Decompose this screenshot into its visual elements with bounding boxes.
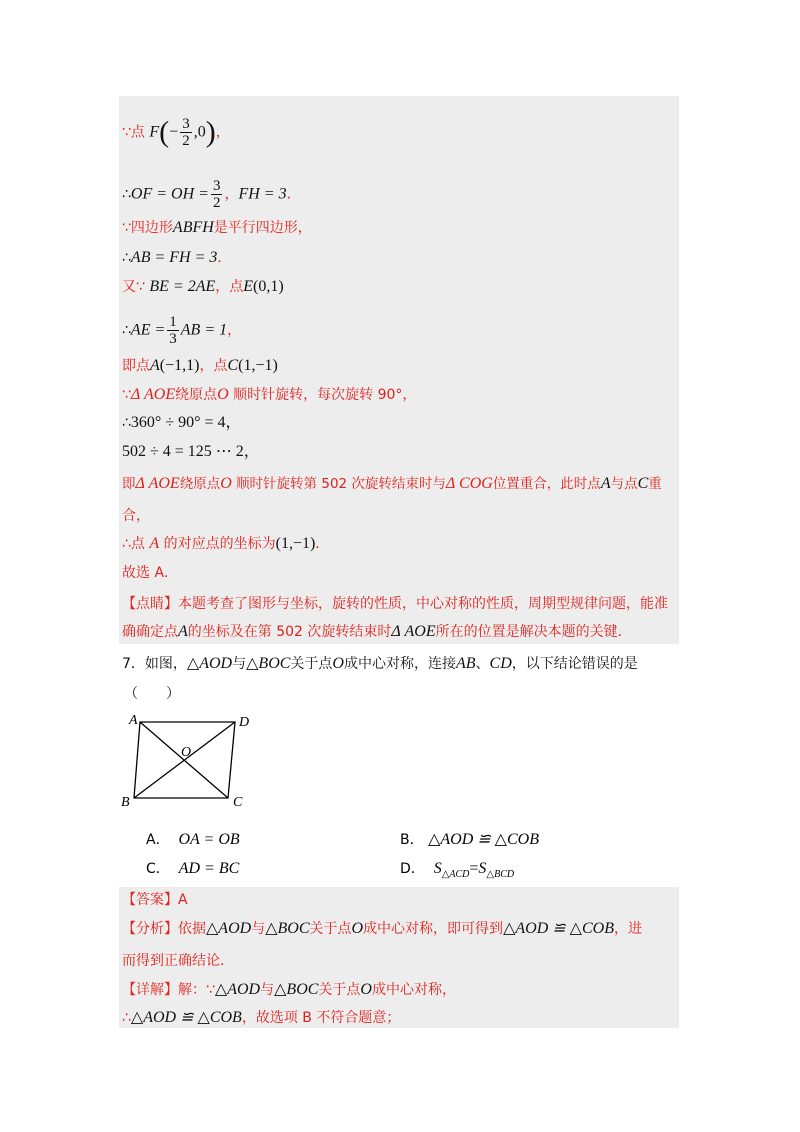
answer-line: 【答案】A: [122, 892, 188, 908]
detail-line-2: ∴△AOD ≌ △COB，故选项 B 不符合题意；: [122, 1009, 401, 1026]
fraction: $\frac{1}{3}$: [169, 314, 177, 347]
label-c: C: [233, 795, 243, 810]
solution-line-5: 又∵ BE = 2AE，点E(0,1): [122, 278, 284, 295]
option-b[interactable]: B． △AOD ≌ △COB: [400, 831, 539, 848]
answer-tag: 【答案】: [122, 892, 178, 908]
solution-line-4: ∴AB = FH = 3．: [122, 249, 232, 266]
option-d[interactable]: D． $S_{\triangle ACD}=S_{\triangle BCD}$: [400, 860, 515, 880]
solution-line-10: 502 ÷ 4 = 125 ⋯ 2，: [122, 443, 260, 460]
question-7: 7．如图，△AOD与△BOC关于点O成中心对称，连接AB、CD，以下结论错误的是: [122, 655, 638, 672]
detail-line-1: 【详解】解：∵△AOD与△BOC关于点O成中心对称，: [122, 981, 456, 998]
analysis-line-2: 而得到正确结论．: [122, 953, 234, 969]
solution-line-13: ∴点 A 的对应点的坐标为(1,−1)．: [122, 535, 330, 552]
label-o: O: [181, 745, 192, 760]
fraction: $\frac{3}{2}$: [212, 178, 221, 211]
solution-line-14: 故选 A．: [122, 565, 179, 581]
solution-line-6: ∴AE = $\frac{1}{3}$ AB = 1，: [122, 314, 242, 347]
diagonal-bd: [134, 722, 235, 798]
comment-line-2: 确确定点A的坐标及在第 502 次旋转结束时Δ AOE所在的位置是解决本题的关键．: [122, 623, 632, 640]
option-a[interactable]: A． OA = OB: [146, 831, 240, 848]
option-c[interactable]: C． AD = BC: [146, 860, 240, 877]
solution-line-9: ∴360° ÷ 90° = 4，: [122, 414, 242, 431]
solution-line-11: 即Δ AOE绕原点O 顺时针旋转第 502 次旋转结束时与Δ COG位置重合，此时点A与点C重: [122, 475, 662, 492]
analysis-line-1: 【分析】依据△AOD与△BOC关于点O成中心对称，即可得到△AOD ≌ △COB，进: [122, 920, 642, 937]
question-paren: （ ）: [124, 686, 180, 702]
comment-tag: 【点睛】: [122, 596, 178, 612]
solution-line-12: 合，: [122, 508, 150, 524]
comment-line-1: 【点睛】本题考查了图形与坐标，旋转的性质，中心对称的性质，周期型规律问题，能准: [122, 596, 668, 612]
solution-line-2: ∴OF = OH = $\frac{3}{2}$ ，FH = 3．: [122, 178, 301, 211]
question-number: 7．: [122, 656, 145, 672]
detail-tag: 【详解】: [122, 982, 178, 998]
fraction: $\frac{3}{2}$: [182, 116, 190, 149]
parallelogram-figure: [115, 710, 265, 815]
analysis-tag: 【分析】: [122, 921, 178, 937]
solution-line-7: 即点A(−1,1)，点C(1,−1): [122, 357, 278, 374]
solution-line-1: ∵点 F(− $\frac{3}{2}$ ,0)，: [122, 115, 230, 149]
label-d: D: [239, 715, 250, 730]
label-b: B: [121, 795, 130, 810]
label-a: A: [129, 713, 138, 728]
solution-line-3: ∵四边形ABFH是平行四边形，: [122, 219, 312, 236]
solution-line-8: ∵Δ AOE绕原点O 顺时针旋转，每次旋转 90°，: [122, 386, 417, 403]
